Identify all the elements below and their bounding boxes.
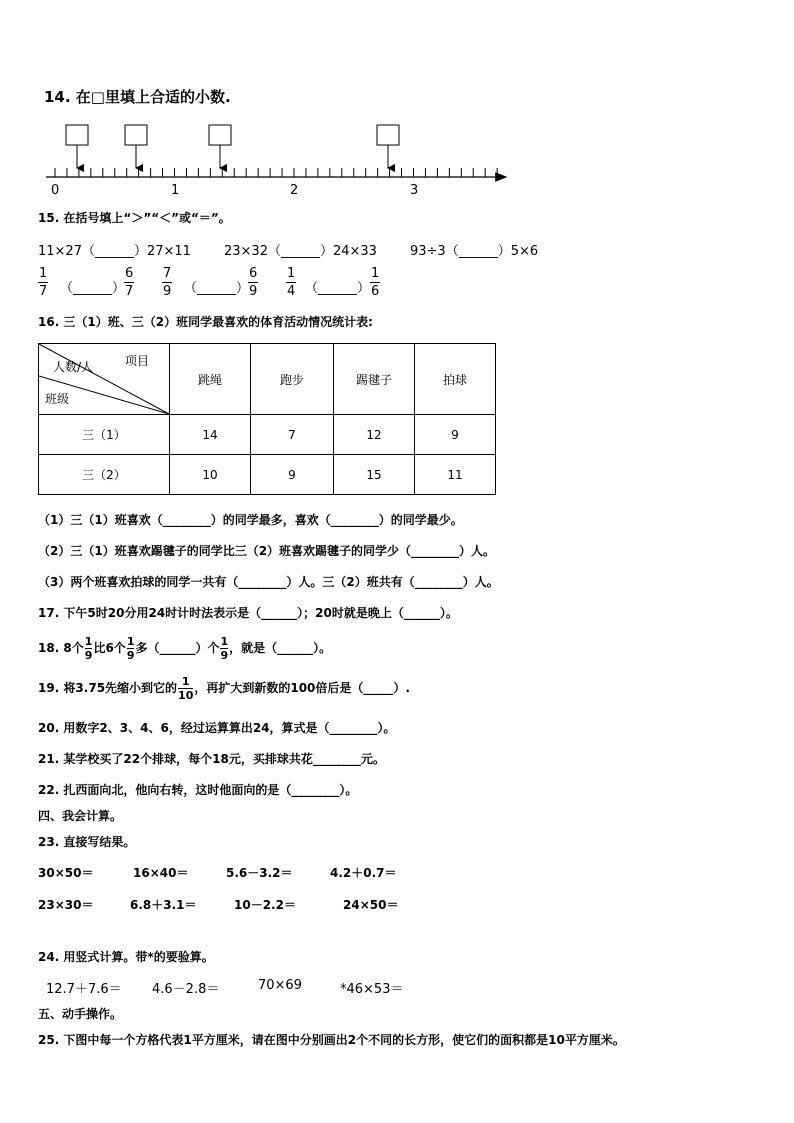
- section-5-title: 五、动手操作。: [38, 1007, 123, 1021]
- table-cell: 9: [251, 455, 334, 495]
- q24-title: 24. 用竖式计算。带*的要验算。: [38, 950, 214, 964]
- q23-item: 5.6－3.2＝: [226, 866, 293, 880]
- q15-item-3: 93÷3（______）5×6: [410, 244, 539, 259]
- q23-item: 4.2＋0.7＝: [330, 866, 397, 880]
- q16-sub2: （2）三（1）班喜欢踢毽子的同学比三（2）班喜欢踢毽子的同学少（________）人。: [38, 544, 496, 558]
- q15-title: 15. 在括号填上“＞”“＜”或“＝”。: [38, 211, 231, 225]
- fraction-1-10: $\frac{1}{10}$: [178, 675, 194, 702]
- fraction-1-9: $\frac{1}{9}$: [84, 635, 93, 662]
- table-cell: 7: [251, 415, 334, 455]
- tick-label-0: 0: [51, 183, 60, 198]
- q16-sub1: （1）三（1）班喜欢（________）的同学最多，喜欢（________）的同学最少。: [38, 513, 463, 527]
- stats-table: [38, 343, 496, 495]
- column-header: 拍球: [415, 344, 496, 415]
- row-label: 三（1）: [39, 415, 170, 455]
- answer-box-4: [377, 125, 399, 168]
- column-header: 跑步: [251, 344, 334, 415]
- q15-item-1: 11×27（______）27×11: [38, 244, 191, 259]
- fraction-1-9: $\frac{1}{9}$: [126, 635, 135, 662]
- q19: 19. 将3.75先缩小到它的 $\frac{1}{10}$ ，再扩大到新数的100倍后是（_____）.: [38, 675, 410, 702]
- q18: 18. 8个 $\frac{1}{9}$ 比6个 $\frac{1}{9}$ 多（______）个 $\frac{1}{9}$ ，就是（______）。: [38, 635, 332, 662]
- q20: 20. 用数字2、3、4、6，经过运算算出24，算式是（________）。: [38, 721, 396, 735]
- q16-sub3: （3）两个班喜欢拍球的同学一共有（________）人。三（2）班共有（________）人。: [38, 575, 499, 589]
- table-cell: 9: [415, 415, 496, 455]
- fraction-1-7: 1 7: [39, 266, 48, 299]
- fraction-6-9: 6 9: [249, 266, 258, 299]
- answer-box-2: [125, 125, 147, 168]
- q15-blank-4[interactable]: （______）: [60, 281, 126, 296]
- fraction-1-9: $\frac{1}{9}$: [220, 635, 229, 662]
- header-count: 人数/人: [53, 360, 94, 374]
- answer-box-3: [209, 125, 231, 168]
- row-label: 三（2）: [39, 455, 170, 495]
- q23-item: 10－2.2＝: [234, 898, 296, 912]
- q21: 21. 某学校买了22个排球，每个18元，买排球共花________元。: [38, 752, 385, 766]
- q17: 17. 下午5时20分用24时计时法表示是（______）；20时就是晚上（______）。: [38, 606, 458, 620]
- q24-item: 70×69: [258, 978, 302, 993]
- table-header-diagonal: [39, 344, 170, 415]
- table-cell: 15: [334, 455, 415, 495]
- table-cell: 11: [415, 455, 496, 495]
- q22: 22. 扎西面向北，他向右转，这时他面向的是（________）。: [38, 783, 358, 797]
- fraction-7-9: 7 9: [163, 266, 172, 299]
- answer-box-1: [66, 125, 88, 168]
- q16-title: 16. 三（1）班、三（2）班同学最喜欢的体育活动情况统计表:: [38, 315, 373, 329]
- q23-title: 23. 直接写结果。: [38, 835, 136, 849]
- q23-item: 23×30＝: [38, 898, 94, 912]
- q25: 25. 下图中每一个方格代表1平方厘米，请在图中分别画出2个不同的长方形，使它们的面积都是10平方厘米。: [38, 1033, 625, 1047]
- table-cell: 10: [170, 455, 251, 495]
- table-row: [39, 415, 496, 455]
- fraction-1-6: 1 6: [371, 266, 380, 299]
- q15-blank-6[interactable]: （______）: [305, 281, 371, 296]
- q24-item: 12.7＋7.6＝: [46, 982, 122, 997]
- column-header: 跳绳: [170, 344, 251, 415]
- q14-title: 14. 在□里填上合适的小数.: [44, 88, 231, 106]
- table-cell: 12: [334, 415, 415, 455]
- header-item: 项目: [124, 354, 149, 368]
- q23-item: 16×40＝: [133, 866, 189, 880]
- tick-label-3: 3: [410, 183, 419, 198]
- q15-blank-5[interactable]: （______）: [184, 281, 250, 296]
- q23-item: 24×50＝: [343, 898, 399, 912]
- number-line: [0, 118, 530, 203]
- q23-item: 6.8＋3.1＝: [130, 898, 197, 912]
- q24-item: *46×53＝: [340, 982, 404, 997]
- fraction-6-7: 6 7: [125, 266, 134, 299]
- fraction-1-4: 1 4: [287, 266, 296, 299]
- tick-label-2: 2: [290, 183, 299, 198]
- q15-item-2: 23×32（______）24×33: [224, 244, 377, 259]
- number-line-ticks: [55, 168, 497, 177]
- table-cell: 14: [170, 415, 251, 455]
- q24-item: 4.6－2.8＝: [152, 982, 220, 997]
- tick-label-1: 1: [171, 183, 180, 198]
- table-row: [39, 455, 496, 495]
- q23-item: 30×50＝: [38, 866, 94, 880]
- section-4-title: 四、我会计算。: [38, 809, 123, 823]
- column-header: 踢毽子: [334, 344, 415, 415]
- header-class: 班级: [45, 392, 70, 406]
